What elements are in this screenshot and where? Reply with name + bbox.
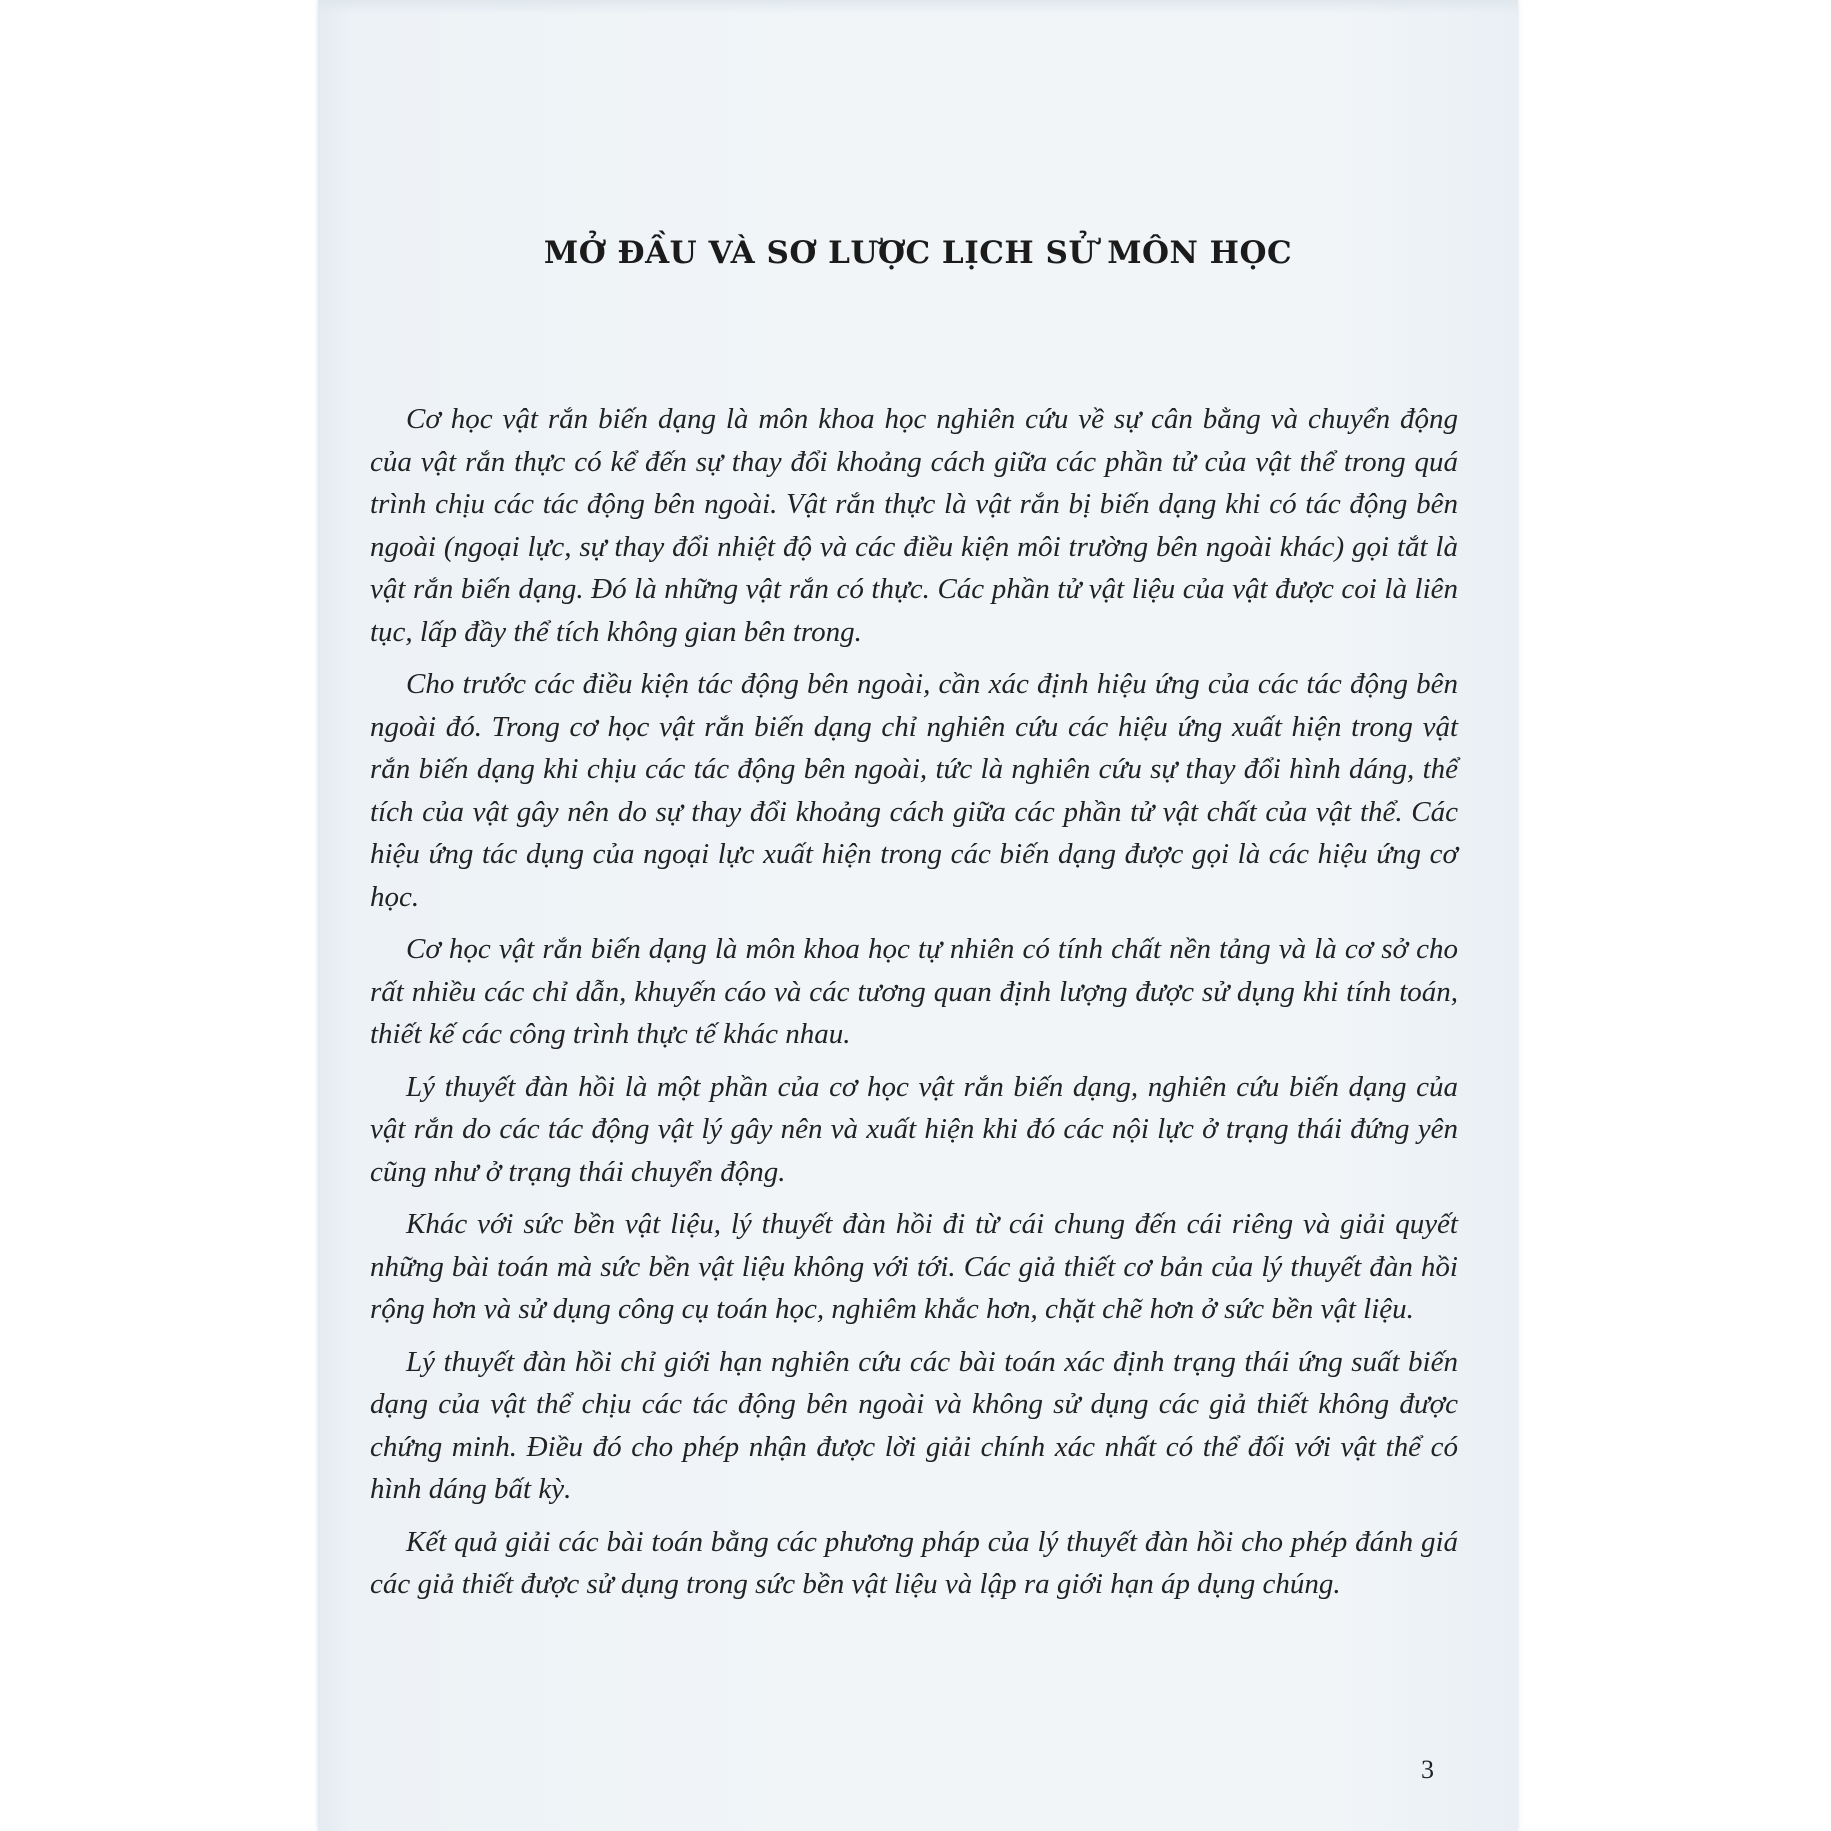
paragraph-7: Kết quả giải các bài toán bằng các phương pháp của lý thuyết đàn hồi cho phép đánh giá các giả thiết được sử dụng trong sức bền vật liệu và lập ra giới hạn áp dụng chúng. [370,1525,1458,1600]
paragraph-6: Lý thuyết đàn hồi chỉ giới hạn nghiên cứu các bài toán xác định trạng thái ứng suất biến dạng của vật thể chịu các tác động bên ngoài và không sử dụng các giả thiết không được chứng minh. Điều đó cho phép nhận được lời giải chính xác nhất có thể đối với vật thể có hình dáng bất kỳ. [370,1345,1458,1505]
body-text [370,398,1458,1616]
paragraph-3: Cơ học vật rắn biến dạng là môn khoa học tự nhiên có tính chất nền tảng và là cơ sở cho rất nhiều các chỉ dẫn, khuyến cáo và các tương quan định lượng được sử dụng khi tính toán, thiết kế các công trình thực tế khác nhau. [370,933,1458,1050]
paragraph-1: Cơ học vật rắn biến dạng là môn khoa học nghiên cứu về sự cân bằng và chuyển động của vật rắn thực có kể đến sự thay đổi khoảng cách giữa các phần tử của vật thể trong quá trình chịu các tác động bên ngoài. Vật rắn thực là vật rắn bị biến dạng khi có tác động bên ngoài (ngoại lực, sự thay đổi nhiệt độ và các điều kiện môi trường bên ngoài khác) gọi tắt là vật rắn biến dạng. Đó là những vật rắn có thực. Các phần tử vật liệu của vật được coi là liên tục, lấp đầy thể tích không gian bên trong. [370,403,1458,648]
book-page [318,0,1518,1831]
page-number: 3 [1421,1755,1434,1784]
paragraph-5: Khác với sức bền vật liệu, lý thuyết đàn hồi đi từ cái chung đến cái riêng và giải quyết những bài toán mà sức bền vật liệu không với tới. Các giả thiết cơ bản của lý thuyết đàn hồi rộng hơn và sử dụng công cụ toán học, nghiêm khắc hơn, chặt chẽ hơn ở sức bền vật liệu. [370,1208,1458,1325]
page-title: MỞ ĐẦU VÀ SƠ LƯỢC LỊCH SỬ MÔN HỌC [543,235,1293,271]
paragraph-2: Cho trước các điều kiện tác động bên ngoài, cần xác định hiệu ứng của các tác động bên ngoài đó. Trong cơ học vật rắn biến dạng chỉ nghiên cứu các hiệu ứng xuất hiện trong vật rắn biến dạng khi chịu các tác động bên ngoài, tức là nghiên cứu sự thay đổi hình dáng, thể tích của vật gây nên do sự thay đổi khoảng cách giữa các phần tử vật chất của vật thể. Các hiệu ứng tác dụng của ngoại lực xuất hiện trong các biến dạng được gọi là các hiệu ứng cơ học. [370,668,1458,913]
paragraph-4: Lý thuyết đàn hồi là một phần của cơ học vật rắn biến dạng, nghiên cứu biến dạng của vật rắn do các tác động vật lý gây nên và xuất hiện khi đó các nội lực ở trạng thái đứng yên cũng như ở trạng thái chuyển động. [370,1070,1458,1188]
